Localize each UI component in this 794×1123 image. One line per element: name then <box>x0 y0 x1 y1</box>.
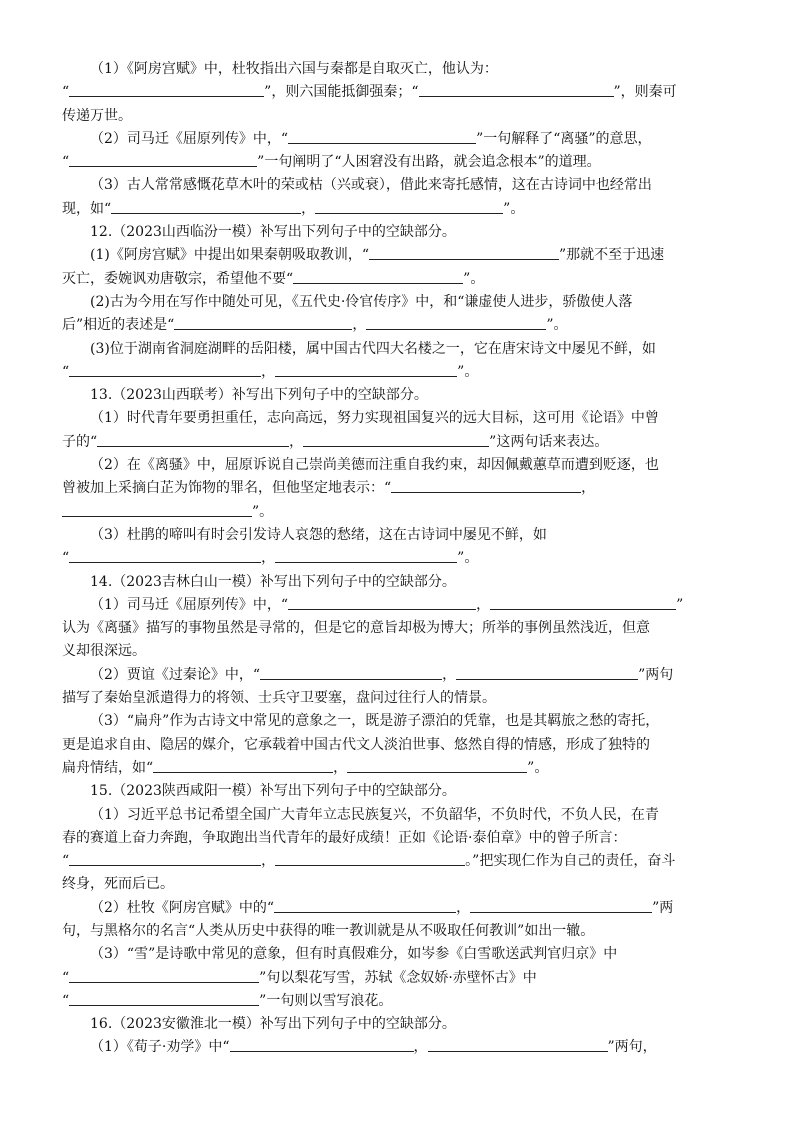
answer-blank[interactable] <box>470 897 652 913</box>
text-line: （3）杜鹃的啼叫有时会引发诗人哀怨的愁绪，这在古诗词中屡见不鲜，如 <box>90 526 547 543</box>
text-line: “ ”句以梨花写雪，苏轼《念奴娇·赤壁怀古》中 <box>62 967 742 990</box>
text-line: (3)位于湖南省洞庭湖畔的岳阳楼，属中国古代四大名楼之一，它在唐宋诗文中屡见不鲜，如 <box>90 340 656 357</box>
answer-blank[interactable] <box>456 664 638 680</box>
answer-blank[interactable] <box>315 198 503 214</box>
text-line: 现，如“ ， ”。 <box>62 198 742 221</box>
answer-blank[interactable] <box>275 850 465 866</box>
text-line: 终身，死而后已。 <box>62 876 174 893</box>
question-heading: 15.（2023陕西咸阳一模）补写出下列句子中的空缺部分。 <box>90 783 456 800</box>
answer-blank[interactable] <box>153 757 333 773</box>
text-line: 子的“ ， ”这两句话来表达。 <box>62 431 742 454</box>
answer-blank[interactable] <box>391 477 581 493</box>
text-line: 传递万世。 <box>62 107 132 124</box>
text-line: （2）杜牧《阿房宫赋》中的“ ， ”两 <box>62 897 742 920</box>
text-line: 灭亡，委婉讽劝唐敬宗，希望他不要“ ”。 <box>62 268 742 291</box>
text-line: “ ， ”。 <box>62 361 742 384</box>
text-line: 更是追求自由、隐居的媒介，它承载着中国古代文人淡泊世事、悠然自得的情感，形成了独特的 <box>62 736 650 753</box>
answer-blank[interactable] <box>288 594 476 610</box>
text-line: 春的赛道上奋力奔跑，争取跑出当代青年的最好成绩！正如《论语·泰伯章》中的曾子所言： <box>62 829 627 846</box>
answer-blank[interactable] <box>69 850 261 866</box>
text-line: （3）“雪”是诗歌中常见的意象，但有时真假难分，如岑参《白雪歌送武判官归京》中 <box>90 946 618 963</box>
answer-blank[interactable] <box>303 431 489 447</box>
text-line: （2）在《离骚》中，屈原诉说自己崇尚美德而注重自我约束，却因佩戴蕙草而遭到贬逐，也 <box>90 457 659 474</box>
answer-blank[interactable] <box>293 268 463 284</box>
answer-blank[interactable] <box>174 314 352 330</box>
answer-blank[interactable] <box>288 128 476 144</box>
answer-blank[interactable] <box>69 151 257 167</box>
answer-blank[interactable] <box>260 664 442 680</box>
text-line: “ ”一句则以雪写浪花。 <box>62 990 742 1013</box>
text-line: （3）“扁舟”作为古诗文中常见的意象之一，既是游子漂泊的凭靠，也是其羁旅之愁的寄托， <box>90 713 660 730</box>
question-heading: 14.（2023吉林白山一模）补写出下列句子中的空缺部分。 <box>90 573 456 590</box>
question-heading: 12.（2023山西临汾一模）补写出下列句子中的空缺部分。 <box>90 224 456 241</box>
answer-blank[interactable] <box>69 547 261 563</box>
text-line: “ ”一句阐明了“人困窘没有出路，就会追念根本”的道理。 <box>62 151 742 174</box>
text-line: 描写了秦始皇派遣得力的将领、士兵守卫要塞，盘问过往行人的情景。 <box>62 690 496 707</box>
text-line: “ ”，则六国能抵御强秦；“ ”，则秦可 <box>62 81 742 104</box>
text-line: （2）司马迁《屈原列传》中，“ ”一句解释了“离骚”的意思， <box>62 128 742 151</box>
text-line: 后”相近的表述是“ ， ”。 <box>62 314 742 337</box>
text-line: (2)古为今用在写作中随处可见，《五代史·伶官传序》中，和“谦虚使人进步，骄傲使人落 <box>90 293 633 310</box>
text-line: “ ， ”。 <box>62 547 742 570</box>
text-line: (1)《阿房宫赋》中提出如果秦朝吸取教训，“ ”那就不至于迅速 <box>62 244 742 267</box>
question-heading: 16.（2023安徽淮北一模）补写出下列句子中的空缺部分。 <box>90 1016 456 1033</box>
text-line: （1）司马迁《屈原列传》中，“ ， ” <box>62 594 742 617</box>
answer-blank[interactable] <box>369 244 559 260</box>
answer-blank[interactable] <box>230 1036 414 1052</box>
answer-blank[interactable] <box>69 990 259 1006</box>
text-line: 句，与黑格尔的名言“人类从历史中获得的唯一教训就是从不吸取任何教训”如出一辙。 <box>62 922 595 939</box>
answer-blank[interactable] <box>366 314 546 330</box>
text-line: （1）《荀子·劝学》中“ ， ”两句， <box>62 1036 742 1059</box>
answer-blank[interactable] <box>275 361 457 377</box>
answer-blank[interactable] <box>490 594 676 610</box>
text-line: （1）时代青年要勇担重任，志向高远，努力实现祖国复兴的远大目标，这可用《论语》中曾 <box>90 410 659 427</box>
text-line: （3）古人常常感慨花草木叶的荣或枯（兴或衰），借此来寄托感情，这在古诗词中也经常出 <box>90 177 652 194</box>
text-line: 扁舟情结，如“ ， ”。 <box>62 757 742 780</box>
answer-blank[interactable] <box>69 967 259 983</box>
text-line: “ ， 。”把实现仁作为自己的责任，奋斗 <box>62 850 742 873</box>
answer-blank[interactable] <box>274 897 456 913</box>
text-line: （1）习近平总书记希望全国广大青年立志民族复兴，不负韶华，不负时代，不负人民，在青 <box>90 806 659 823</box>
text-line: ”。 <box>62 501 742 524</box>
answer-blank[interactable] <box>111 198 301 214</box>
text-line: （2）贾谊《过秦论》中，“ ， ”两句 <box>62 664 742 687</box>
answer-blank[interactable] <box>69 81 264 97</box>
answer-blank[interactable] <box>347 757 527 773</box>
text-line: （1）《阿房宫赋》中，杜牧指出六国与秦都是自取灭亡，他认为： <box>90 61 498 77</box>
answer-blank[interactable] <box>97 431 289 447</box>
text-line: 义却很深远。 <box>62 643 146 660</box>
text-line: 认为《离骚》描写的事物虽然是寻常的，但是它的意旨却极为博大；所举的事例虽然浅近，但意 <box>62 620 650 637</box>
answer-blank[interactable] <box>62 501 252 517</box>
document-page <box>62 58 742 1060</box>
text-line: 曾被加上采摘白芷为饰物的罪名，但他坚定地表示：“ ， <box>62 477 742 500</box>
answer-blank[interactable] <box>275 547 457 563</box>
answer-blank[interactable] <box>428 1036 608 1052</box>
question-heading: 13.（2023山西联考）补写出下列句子中的空缺部分。 <box>90 387 428 404</box>
answer-blank[interactable] <box>419 81 614 97</box>
answer-blank[interactable] <box>69 361 261 377</box>
